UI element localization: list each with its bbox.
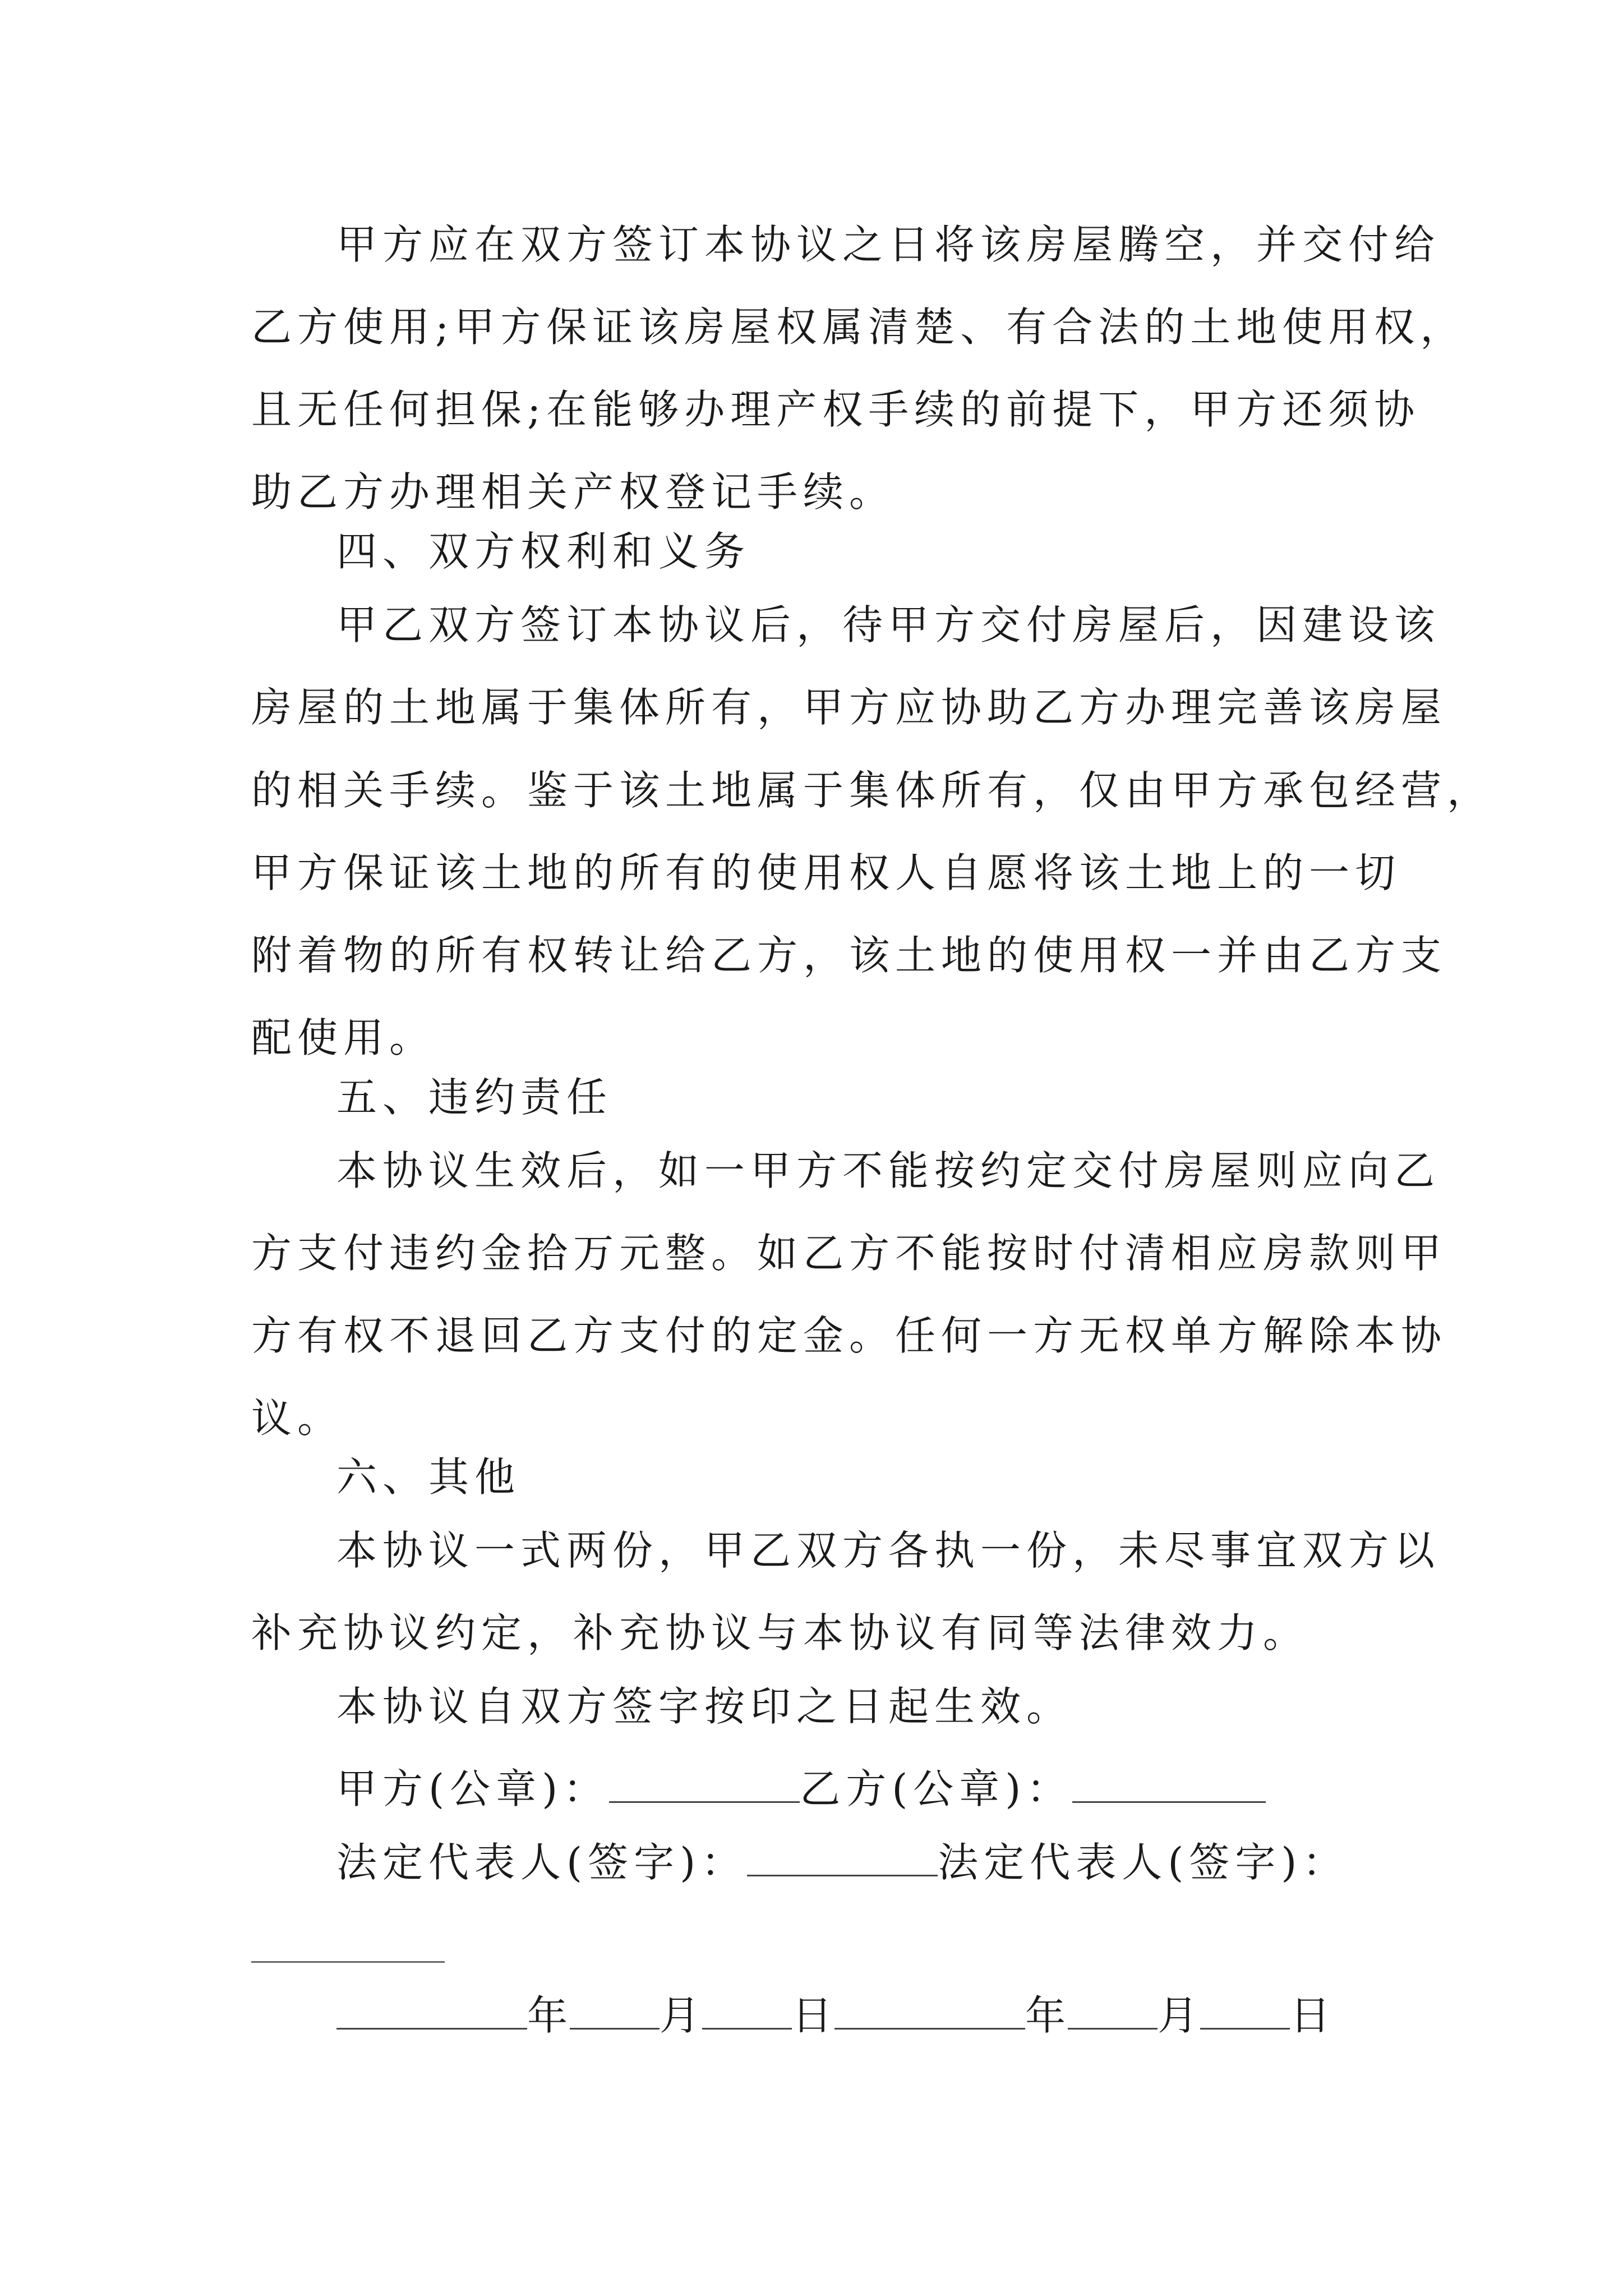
rep-a-blank	[747, 1841, 938, 1876]
day-label: 日	[792, 1992, 835, 2039]
party-a-seal-label: 甲方(公章)：	[336, 1765, 610, 1812]
body-line: 方有权不退回乙方支付的定金。任何一方无权单方解除本协	[251, 1312, 1447, 1359]
date-line	[336, 1989, 1332, 2042]
year-label: 年	[527, 1992, 570, 2039]
body-line: 助乙方办理相关产权登记手续。	[251, 468, 896, 516]
party-a-seal-blank	[609, 1768, 800, 1803]
date-a-year-blank	[336, 1994, 527, 2030]
body-line: 乙方使用;甲方保证该房屋权属清楚、有合法的土地使用权，	[251, 303, 1467, 351]
body-line: 议。	[251, 1395, 344, 1442]
party-b-seal-label: 乙方(公章)：	[800, 1765, 1073, 1812]
month-label: 月	[660, 1992, 703, 2039]
body-line: 甲方应在双方签订本协议之日将该房屋腾空，并交付给	[336, 221, 1441, 268]
date-a-month-blank	[570, 1994, 660, 2030]
representative-line	[336, 1835, 1348, 1889]
body-line: 甲乙双方签订本协议后，待甲方交付房屋后，因建设该	[336, 601, 1441, 648]
section-heading: 五、违约责任	[336, 1074, 613, 1121]
date-b-day-blank	[1200, 1994, 1290, 2030]
party-b-seal-blank	[1072, 1768, 1266, 1803]
body-line: 配使用。	[251, 1014, 436, 1061]
body-line: 本协议生效后，如一甲方不能按约定交付房屋则应向乙	[336, 1147, 1441, 1194]
date-b-year-blank	[834, 1994, 1025, 2030]
body-line: 甲方保证该土地的所有的使用权人自愿将该土地上的一切	[251, 849, 1401, 896]
body-line: 的相关手续。鉴于该土地属于集体所有，仅由甲方承包经营，	[251, 767, 1493, 814]
body-line: 补充协议约定，补充协议与本协议有同等法律效力。	[251, 1609, 1310, 1657]
month-label: 月	[1158, 1992, 1201, 2039]
body-line: 本协议自双方签字按印之日起生效。	[336, 1683, 1073, 1730]
date-b-month-blank	[1068, 1994, 1158, 2030]
body-line: 房屋的土地属于集体所有，甲方应协助乙方办理完善该房屋	[251, 684, 1447, 731]
body-line: 且无任何担保;在能够办理产权手续的前提下，甲方还须协	[251, 386, 1421, 433]
day-label: 日	[1290, 1992, 1333, 2039]
section-heading: 六、其他	[336, 1453, 521, 1501]
rep-b-blank	[251, 1961, 445, 1963]
body-line: 附着物的所有权转让给乙方，该土地的使用权一并由乙方支	[251, 932, 1447, 979]
section-heading: 四、双方权利和义务	[336, 528, 751, 575]
seal-line	[336, 1762, 1266, 1816]
body-line: 本协议一式两份，甲乙双方各执一份，未尽事宜双方以	[336, 1527, 1441, 1574]
date-a-day-blank	[702, 1994, 792, 2030]
rep-a-label: 法定代表人(签字)：	[336, 1839, 748, 1886]
body-line: 方支付违约金拾万元整。如乙方不能按时付清相应房款则甲	[251, 1230, 1447, 1277]
year-label: 年	[1025, 1992, 1068, 2039]
rep-b-label: 法定代表人(签字)：	[938, 1839, 1349, 1886]
